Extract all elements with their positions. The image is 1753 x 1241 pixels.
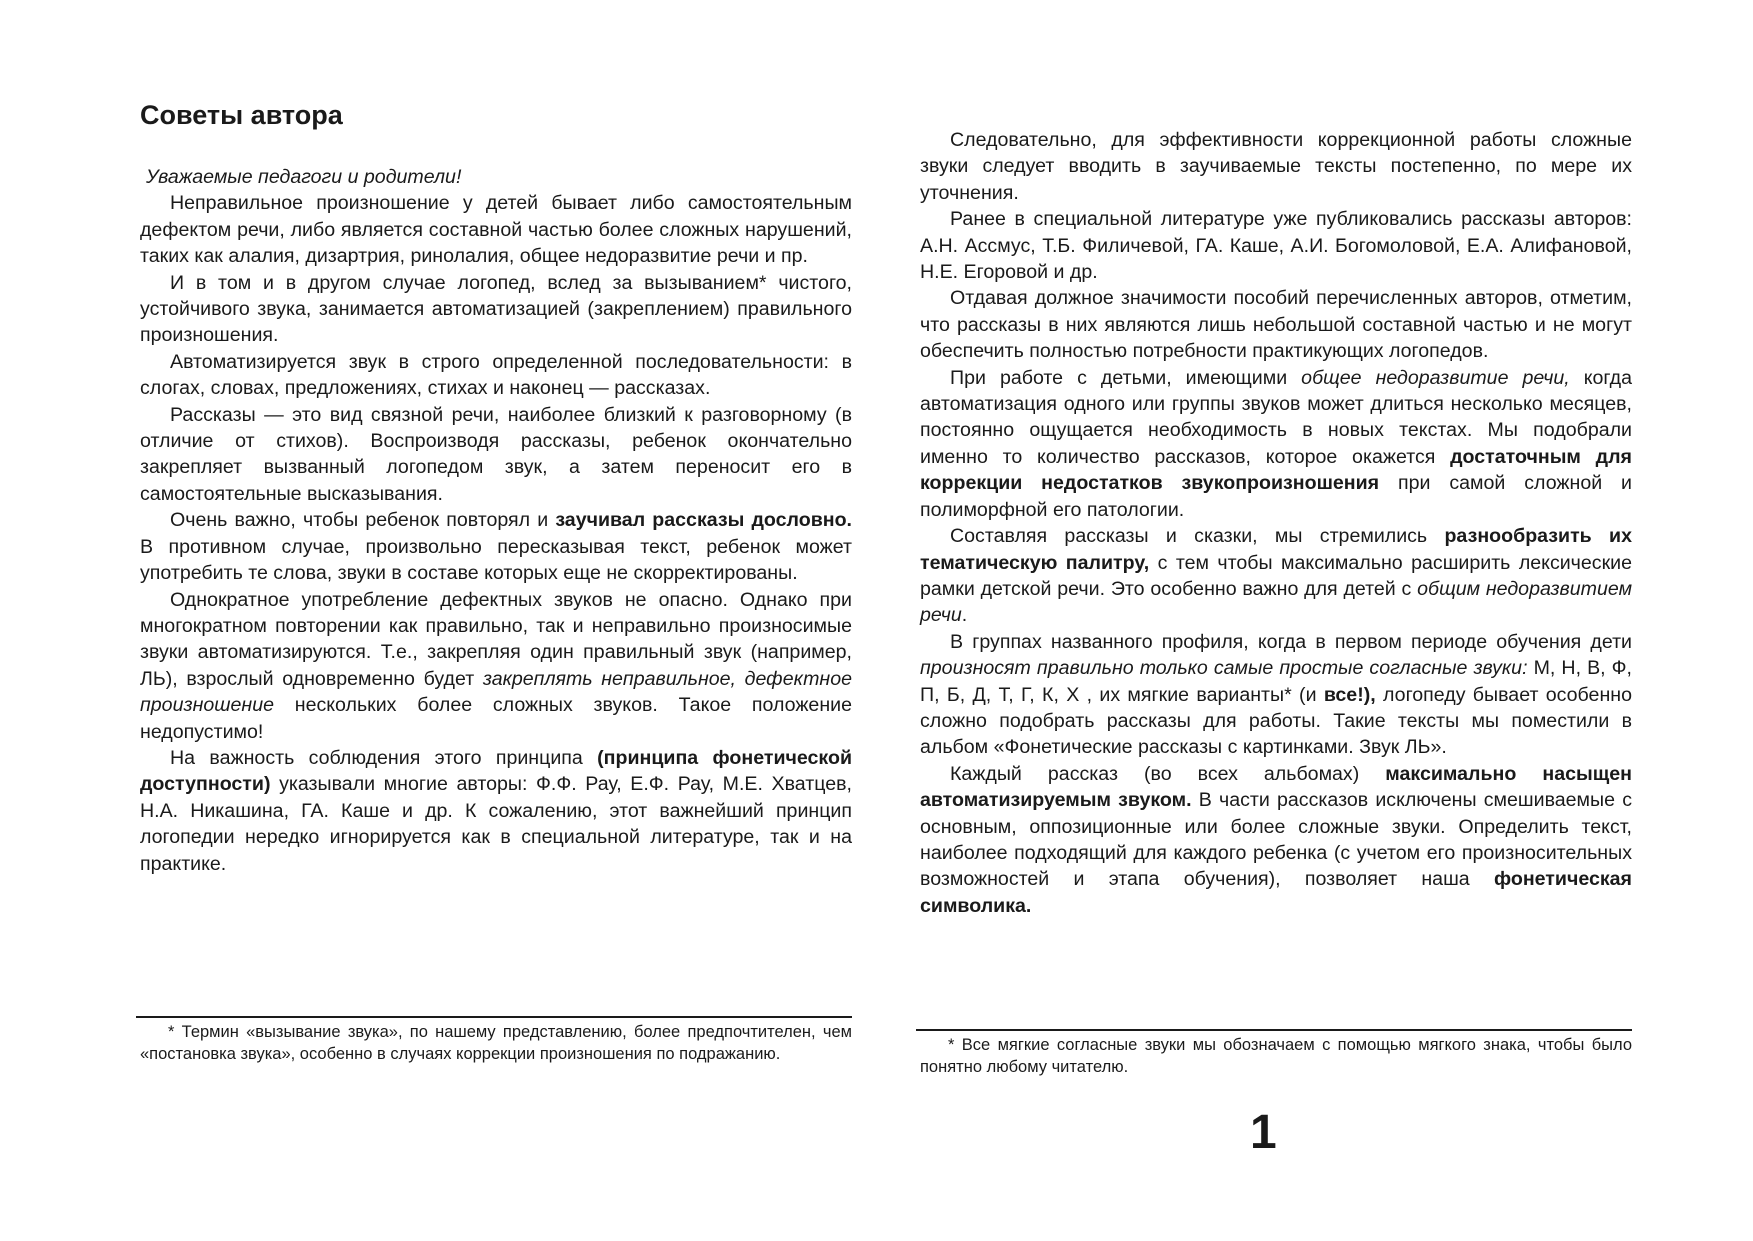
paragraph: [920, 365, 1632, 523]
italic-text: общее недоразвитие речи,: [1301, 366, 1570, 389]
paragraph: [920, 761, 1632, 919]
text-run: нескольких более сложных звуков. Такое положение недопустимо!: [140, 694, 852, 743]
text-run: при самой сложной и полиморфной его патологии.: [920, 472, 1632, 521]
paragraph: Следовательно, для эффективности коррекционной работы сложные звуки следует вводить в заучиваемые тексты постепенно, по мере их уточнения.: [920, 129, 1632, 204]
bold-text: (принципа фонетической доступности): [140, 746, 852, 796]
text-run: Очень важно, чтобы ребенок повторял и: [170, 509, 556, 532]
paragraph: [140, 507, 852, 586]
right-column: [920, 127, 1632, 919]
italic-text: закреплять неправильное, дефектное произношение: [140, 667, 852, 717]
bold-text: разнообразить их тематическую палитру,: [920, 525, 1632, 574]
text-run: При работе с детьми, имеющими: [950, 366, 1302, 389]
text-run: логопеду бывает особенно сложно подобрать рассказы для работы. Такие тексты мы поместили в альбом «Фонетические рассказы с картинками. Звук ЛЬ».: [920, 683, 1632, 759]
bold-text: заучивал рассказы дословно.: [555, 509, 852, 532]
text-run: когда автоматизация одного или группы звуков может длиться несколько месяцев, постоянно ощущается необходимость в новых текстах. Мы подобрали именно то количество рассказов, которое окажется: [920, 366, 1632, 468]
footnote-divider: [136, 1016, 852, 1018]
text-run: .: [961, 604, 968, 627]
text-run: Составляя рассказы и сказки, мы стремились: [950, 525, 1445, 548]
bold-text: максимально насыщен автоматизируемым звуком.: [920, 762, 1633, 812]
footnote: * Все мягкие согласные звуки мы обозначаем с помощью мягкого знака, чтобы было понятно любому читателю.: [920, 1036, 1632, 1076]
text-run: Каждый рассказ (во всех альбомах): [950, 762, 1386, 785]
greeting: Уважаемые педагоги и родители!: [146, 166, 462, 188]
italic-text: общим недоразвитием речи: [920, 577, 1633, 627]
page-number: 1: [1250, 1106, 1277, 1159]
bold-text: фонетическая символика.: [920, 868, 1632, 917]
italic-text: произносят правильно только самые простые согласные звуки:: [920, 657, 1528, 680]
paragraph: Ранее в специальной литературе уже публиковались рассказы авторов: А.Н. Ассмус, Т.Б. Филичевой, ГА. Каше, А.И. Богомоловой, Е.А. Алифановой, Н.Е. Егоровой и др.: [920, 208, 1632, 284]
text-run: В противном случае, произвольно пересказывая текст, ребенок может употребить те слова, звуки в составе которых еще не скорректированы.: [140, 535, 852, 585]
text-run: В части рассказов исключены смешиваемые с основным, оппозиционные или более сложные звуки. Определить текст, наиболее подходящий для каждого ребенка (с учетом его произносительных возможностей и этапа обучения), позволяет наша: [920, 789, 1632, 891]
bold-text: все!),: [1323, 683, 1376, 706]
text-run: указывали многие авторы: Ф.Ф. Рау, Е.Ф. Рау, М.Е. Хватцев, Н.А. Никашина, ГА. Каше и др. К сожалению, этот важнейший принцип логопедии нередко игнорируется как в специальной литературе, так и на практике.: [140, 773, 852, 875]
paragraph: Отдавая должное значимости пособий перечисленных авторов, отметим, что рассказы в них являются лишь небольшой составной частью и не могут обеспечить полностью потребности практикующих логопедов.: [920, 287, 1632, 363]
text-run: На важность соблюдения этого принципа: [170, 746, 598, 769]
paragraph: Автоматизируется звук в строго определенной последовательности: в слогах, словах, предложениях, стихах и наконец — рассказах.: [140, 350, 852, 400]
paragraph: [140, 745, 852, 877]
paragraph: [140, 587, 852, 745]
page-title: Советы автора: [140, 100, 343, 130]
paragraph: [920, 629, 1632, 761]
text-run: М, Н, В, Ф, П, Б, Д, Т, Г, К, Х , их мягкие варианты* (и: [920, 657, 1632, 706]
text-run: В группах названного профиля, когда в первом периоде обучения дети: [950, 630, 1632, 653]
left-column: [140, 164, 852, 877]
footnote: * Термин «вызывание звука», по нашему представлению, более предпочтителен, чем «постановка звука», особенно в случаях коррекции произношения по подражанию.: [140, 1023, 852, 1063]
paragraph: [920, 523, 1632, 629]
paragraph: И в том и в другом случае логопед, вслед за вызыванием* чистого, устойчивого звука, занимается автоматизацией (закреплением) правильного произношения.: [140, 271, 852, 347]
text-run: Однократное употребление дефектных звуков не опасно. Однако при многократном повторении как правильно, так и неправильно произносимые звуки автоматизируются. Т.е., закрепляя один правильный звук (например, ЛЬ), взрослый одновременно будет: [140, 588, 852, 690]
paragraph: Рассказы — это вид связной речи, наиболее близкий к разговорному (в отличие от стихов). Воспроизводя рассказы, ребенок окончательно закрепляет вызванный логопедом звук, а затем переносит его в самостоятельные высказывания.: [140, 403, 852, 505]
paragraph: Неправильное произношение у детей бывает либо самостоятельным дефектом речи, либо является составной частью более сложных нарушений, таких как алалия, дизартрия, ринолалия, общее недоразвитие речи и пр.: [140, 192, 852, 268]
text-run: с тем чтобы максимально расширить лексические рамки детской речи. Это особенно важно для детей с: [920, 551, 1632, 600]
bold-text: достаточным для коррекции недостатков звукопроизношения: [920, 445, 1632, 495]
footnote-divider: [916, 1029, 1632, 1031]
